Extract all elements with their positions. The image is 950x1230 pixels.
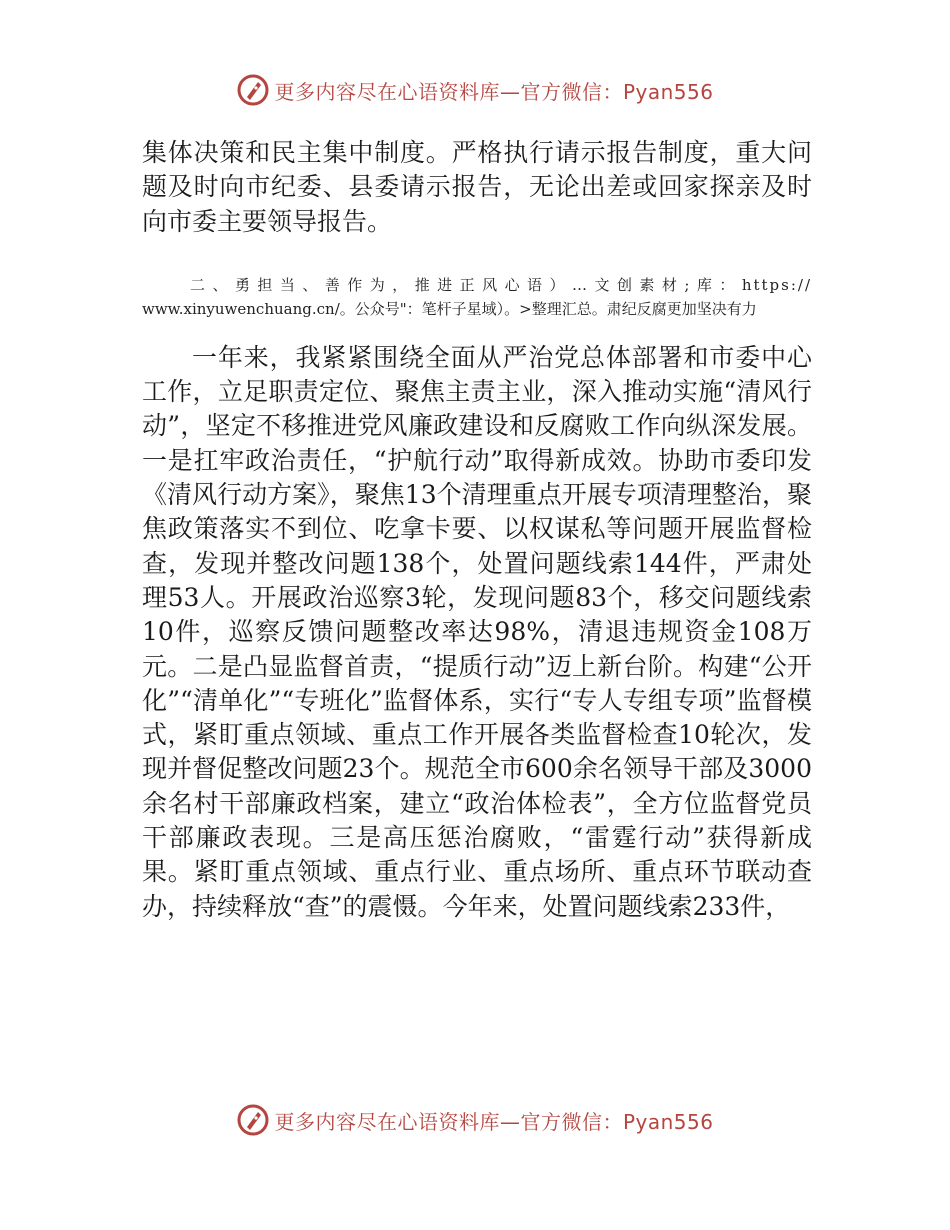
inserted-note — [142, 273, 812, 321]
paragraph-1: 集体决策和民主集中制度。严格执行请示报告制度，重大问题及时向市纪委、县委请示报告，无论出差或回家探亲及时向市委主要领导报告。 — [142, 138, 812, 236]
note-line-2: www.xinyuwenchuang.cn/。公众号"：笔杆子星域）。>整理汇总。肃纪反腐更加坚决有力 — [142, 299, 757, 318]
watermark-footer — [0, 1100, 950, 1140]
document-body — [142, 136, 812, 924]
note-line-1: 二、勇担当、善作为，推进正风心语）…文创素材;库：https:// — [190, 275, 812, 294]
pen-nib-logo-icon — [236, 1103, 270, 1137]
watermark-text: 更多内容尽在心语资料库—官方微信：Pyan556 — [274, 79, 714, 104]
paragraph-2: 一年来，我紧紧围绕全面从严治党总体部署和市委中心工作，立足职责定位、聚焦主责主业，深入推动实施“清风行动”，坚定不移推进党风廉政建设和反腐败工作向纵深发展。一是扛牢政治责任，“护航行动”取得新成效。协助市委印发《清风行动方案》，聚焦13个清理重点开展专项清理整治，聚焦政策落实不到位、吃拿卡要、以权谋私等问题开展监督检查，发现并整改问题138个，处置问题线索144件，严肃处理53人。开展政治巡察3轮，发现问题83个，移交问题线索10件，巡察反馈问题整改率达98%，清退违规资金108万元。二是凸显监督首责，“提质行动”迈上新台阶。构建“公开化”“清单化”“专班化”监督体系，实行“专人专组专项”监督模式，紧盯重点领域、重点工作开展各类监督检查10轮次，发现并督促整改问题23个。规范全市600余名领导干部及3000余名村干部廉政档案，建立“政治体检表”，全方位监督党员干部廉政表现。三是高压惩治腐败，“雷霆行动”获得新成果。紧盯重点领域、重点行业、重点场所、重点环节联动查办，持续释放“查”的震慑。今年来，处置问题线索233件， — [142, 342, 812, 921]
pen-nib-logo-icon — [236, 73, 270, 107]
watermark-header — [0, 70, 950, 110]
watermark-text: 更多内容尽在心语资料库—官方微信：Pyan556 — [274, 1109, 714, 1134]
